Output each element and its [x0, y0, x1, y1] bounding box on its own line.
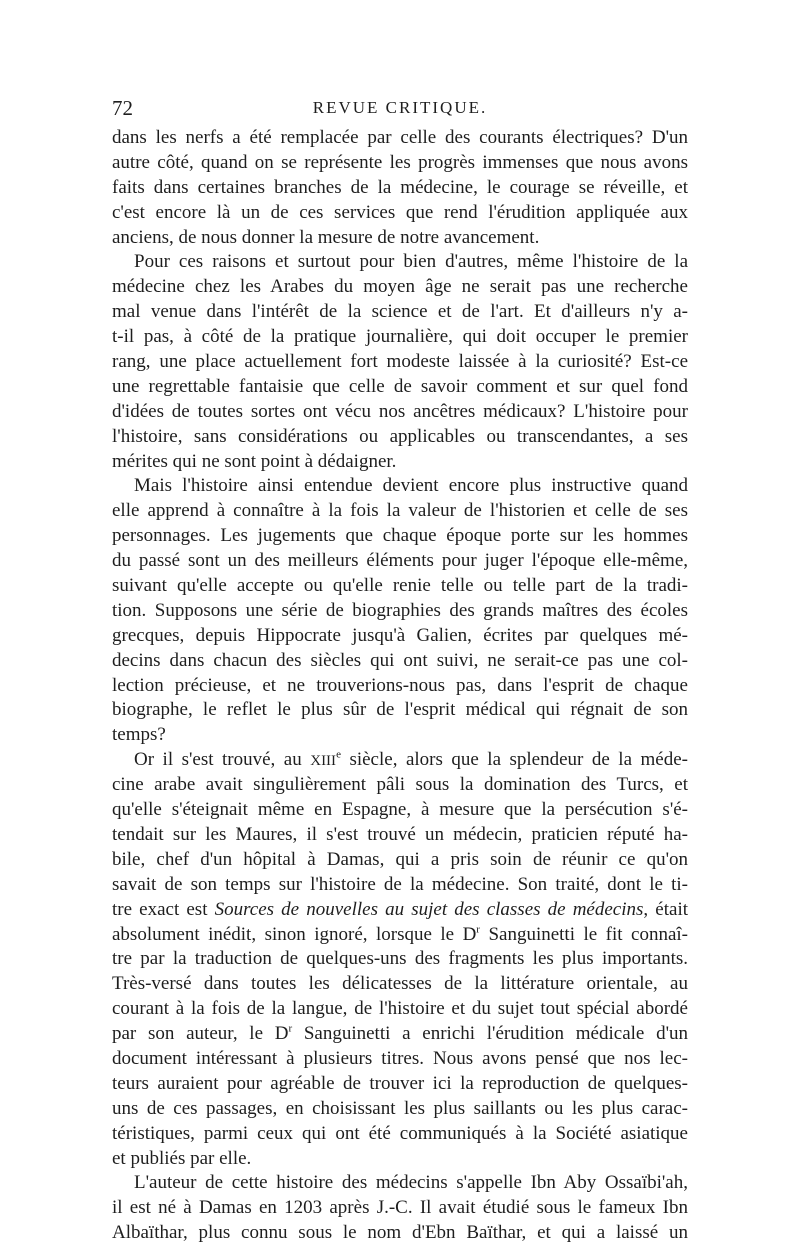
text-line: du passé sont un des meilleurs éléments pour juger l'époque elle-même, — [112, 550, 688, 572]
text-line: c'est encore là un de ces services que rend l'érudition appliquée aux — [112, 201, 688, 223]
text-line: Albaïthar, plus connu sous le nom d'Ebn Baïthar, et qui a laissé un — [112, 1222, 688, 1244]
text-line: L'auteur de cette histoire des médecins s'appelle Ibn Aby Ossaïbi'ah, — [134, 1172, 688, 1194]
running-head — [112, 96, 688, 122]
text-line: rang, une place actuellement fort modeste laissée à la curiosité? Est-ce — [112, 351, 688, 373]
text-run: Sanguinetti le fit connaî- — [479, 923, 688, 945]
text-line: mérites qui ne sont point à dédaigner. — [112, 450, 397, 472]
text-line: autre côté, quand on se représente les progrès immenses que nous avons — [112, 151, 688, 173]
text-line: temps? — [112, 724, 166, 746]
text-run: Sanguinetti a enrichi l'érudition médicale d'un — [292, 1023, 688, 1045]
text-line: suivant qu'elle accepte ou qu'elle renie telle ou telle part de la tradi- — [112, 575, 688, 597]
text-line: d'idées de toutes sortes ont vécu nos ancêtres médicaux? L'histoire pour — [112, 400, 688, 422]
text-line: dans les nerfs a été remplacée par celle des courants électriques? D'un — [112, 127, 688, 148]
text-line: courant à la fois de la langue, de l'histoire et du sujet tout spécial abordé — [112, 998, 688, 1020]
text-line: savait de son temps sur l'histoire de la médecine. Son traité, dont le ti- — [112, 873, 688, 895]
text-line: personnages. Les jugements que chaque époque porte sur les hommes — [112, 525, 688, 547]
text-line: document intéressant à plusieurs titres. Nous avons pensé que nos lec- — [112, 1047, 688, 1069]
text-line: cine arabe avait singulièrement pâli sous la domination des Turcs, et — [112, 774, 688, 796]
text-line: grecques, depuis Hippocrate jusqu'à Galien, écrites par quelques mé- — [112, 624, 688, 646]
text-line: teurs auraient pour agréable de trouver ici la reproduction de quelques- — [112, 1072, 688, 1094]
text-line: tendait sur les Maures, il s'est trouvé un médecin, praticien réputé ha- — [112, 823, 688, 845]
text-line — [112, 898, 688, 923]
body-text — [112, 126, 688, 1246]
text-line: biographe, le reflet le plus sûr de l'esprit médical qui régnait de son — [112, 699, 688, 721]
text-line: une regrettable fantaisie que celle de savoir comment et sur quel fond — [112, 375, 688, 397]
superscript: r — [288, 1022, 293, 1035]
text-run: absolument inédit, sinon ignoré, lorsque le D — [112, 923, 477, 945]
text-line: mal venue dans l'intérêt de la science et de l'art. Et d'ailleurs n'y a- — [112, 301, 688, 323]
text-run: tre exact est — [112, 898, 215, 920]
text-line: decins dans chacun des siècles qui ont suivi, ne serait-ce pas une col- — [112, 649, 688, 671]
text-run: , était — [643, 898, 688, 920]
text-line: anciens, de nous donner la mesure de notre avancement. — [112, 226, 540, 248]
text-line: téristiques, parmi ceux qui ont été communiqués à la Société asiatique — [112, 1122, 688, 1144]
text-line — [112, 1022, 688, 1047]
text-run: par son auteur, le D — [112, 1023, 289, 1045]
text-line: elle apprend à connaître à la fois la valeur de l'historien et celle de ses — [112, 500, 688, 522]
text-run: siècle, alors que la splendeur de la méde- — [340, 749, 688, 771]
text-line: et publiés par elle. — [112, 1147, 252, 1169]
text-line: lection précieuse, et ne trouverions-nous pas, dans l'esprit de chaque — [112, 674, 688, 696]
text-line: qu'elle s'éteignait même en Espagne, à mesure que la persécution s'é- — [112, 799, 688, 821]
text-line: uns de ces passages, en choisissant les plus saillants ou les plus carac- — [112, 1097, 688, 1119]
text-line: médecine chez les Arabes du moyen âge ne serait pas une recherche — [112, 276, 688, 298]
text-line: Très-versé dans toutes les délicatesses de la littérature orientale, au — [112, 973, 688, 995]
text-line: l'histoire, sans considérations ou applicables ou transcendantes, a ses — [112, 425, 688, 447]
text-line — [112, 748, 688, 773]
text-line — [112, 923, 688, 948]
text-line: tre par la traduction de quelques-uns des fragments les plus importants. — [112, 948, 688, 970]
text-line: Mais l'histoire ainsi entendue devient encore plus instructive quand — [134, 475, 688, 497]
text-line: t-il pas, à côté de la pratique journalière, qui doit occuper le premier — [112, 326, 688, 348]
superscript: r — [476, 923, 480, 936]
text-line: tion. Supposons une série de biographies des grands maîtres des écoles — [112, 599, 688, 621]
text-line: bile, chef d'un hôpital à Damas, qui a pris soin de réunir ce qu'on — [112, 848, 688, 870]
page-number: 72 — [112, 96, 133, 120]
text-line: il est né à Damas en 1203 après J.-C. Il avait étudié sous le fameux Ibn — [112, 1197, 688, 1219]
superscript: e — [336, 748, 341, 761]
text-run: Or il s'est trouvé, au — [134, 749, 311, 771]
book-title: Sources de nouvelles au sujet des classes de médecins — [214, 898, 644, 920]
text-line: Pour ces raisons et surtout pour bien d'autres, même l'histoire de la — [134, 251, 688, 273]
text-line: faits dans certaines branches de la médecine, le courage se réveille, et — [112, 176, 688, 198]
journal-title: REVUE CRITIQUE. — [312, 98, 488, 117]
century-numeral: XIII — [310, 753, 337, 770]
